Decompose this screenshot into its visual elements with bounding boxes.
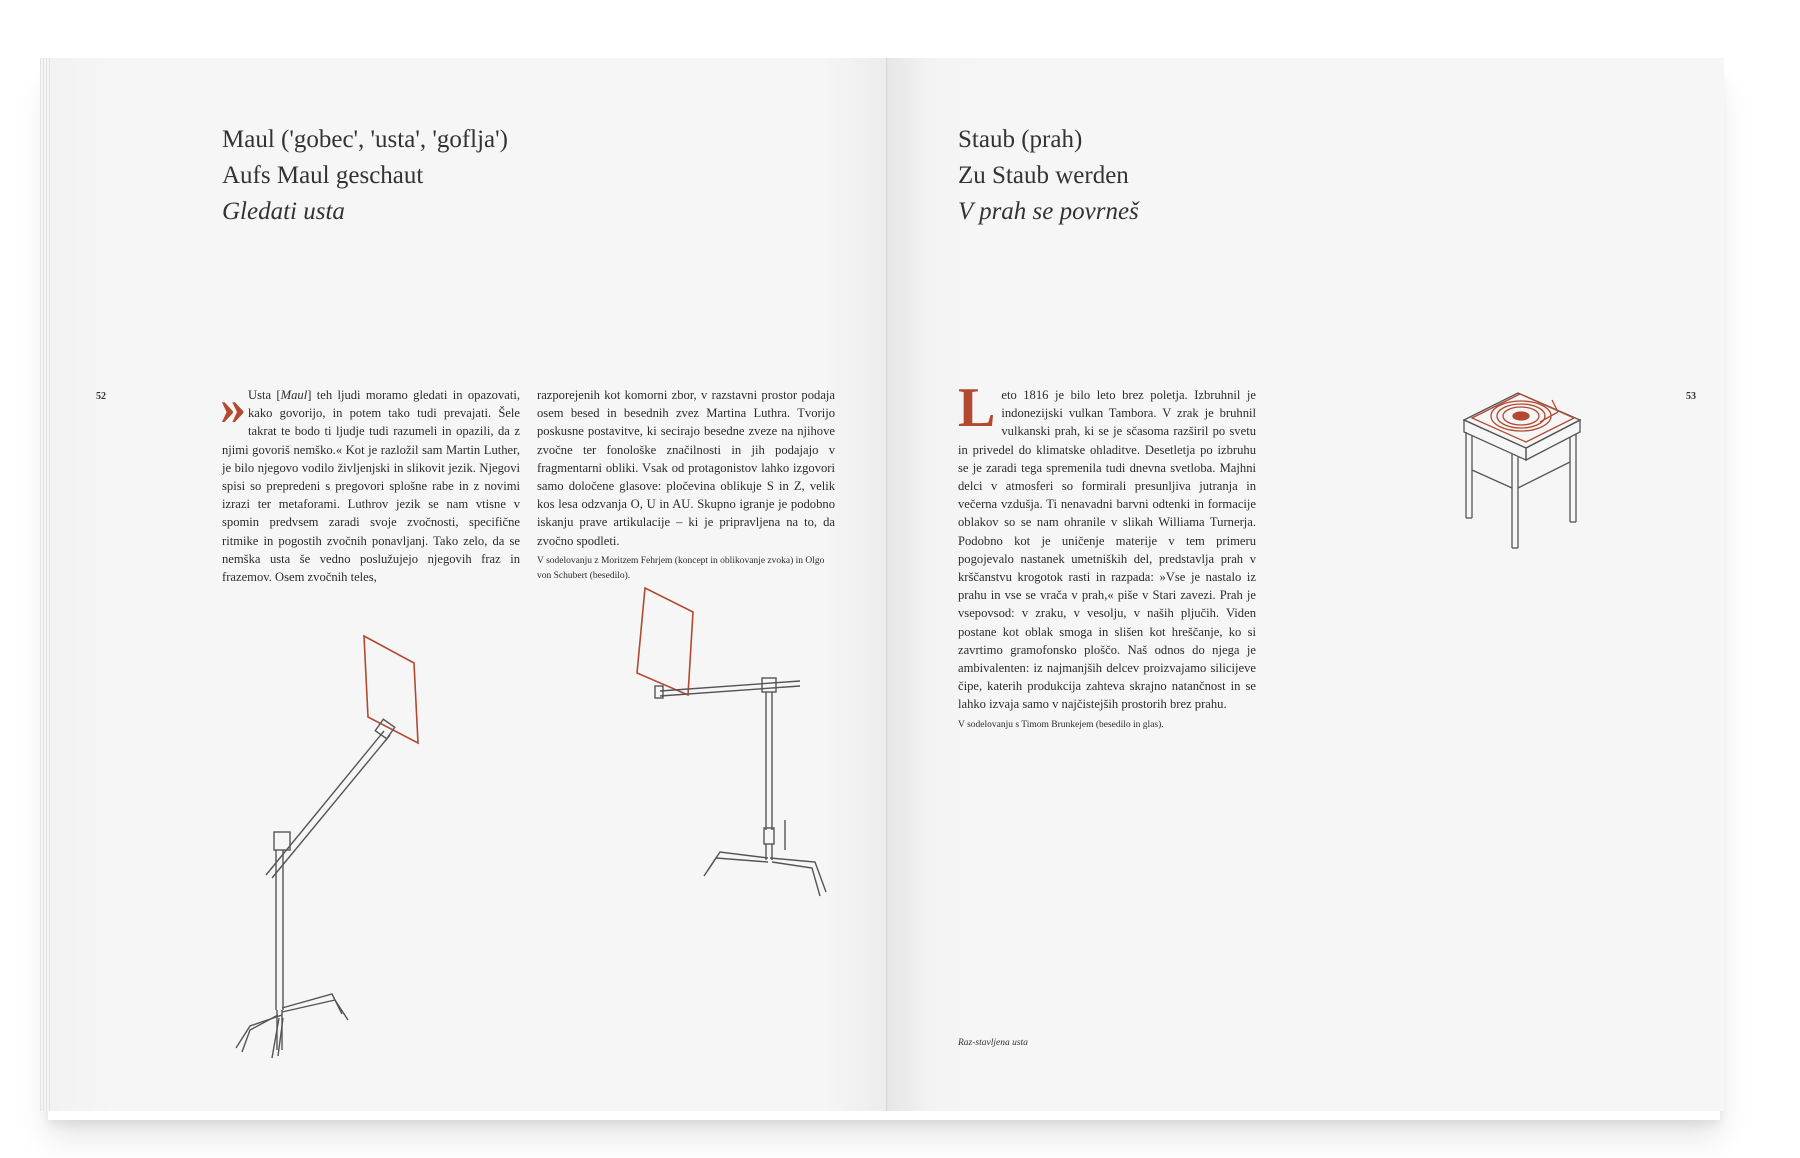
right-credit: V sodelovanju s Timom Brunkejem (besedilo in glas). [958,719,1164,730]
title-line-2: Zu Staub werden [958,162,1129,189]
title-line-2: Aufs Maul geschaut [222,162,424,189]
quote-mark: » [220,379,240,436]
title-line-1: Maul ('gobec', 'usta', 'goflja') [222,126,508,153]
title-line-3: V prah se povrneš [958,198,1139,225]
col1-text: ] teh ljudi moramo gledati in opazovati, kako govorijo, in potem tako tudi prevajati. Šele takrat te bodo ti ljudje tudi razumeli in opazili, da z njimi govoriš nemško.« Kot je razložil sam Martin Luther, je bilo njegovo vodilo življenjski in slikovit jezik. Njegovi spisi so prepredeni s pregovori splošne rabe in z novimi izrazi ter metaforami. Luthrov jezik se nam vtisne v spomin predvsem zaradi svoje zvočnosti, specifične ritmike in pogostih zvočnih ponavljanj. Tako zelo, da se nemška usta še vedno poslužujejo njegovih fraz in frazemov. Osem zvočnih teles, [222,388,520,585]
folio-right: 53 [1686,391,1696,402]
right-body-text: eto 1816 je bilo leto brez poletja. Izbruhnil je indonezijski vulkan Tambora. V zrak je bruhnil vulkanski prah, ki se je sčasoma razširil po svetu in privedel do klimatske ohladitve. Desetletja po izbruhu se je zaradi tega spremenila tudi dnevna svetloba. Majhni delci v atmosferi so formirali presunljiva jutranja in večerna vzdušja. Ti nenavadni barvni odtenki in formacije oblakov so se nam ohranile v slikah Williama Turnerja. Podobno kot je uničenje materije v tem primeru pogojevalo nastanek umetniških del, predstavlja prah v krščanstvu krogotok rasti in razpada: »Vse je nastalo iz prahu in vse se vrača v prah,« piše v Stari zavezi. Prah je vsepovsod: v zraku, v vesolju, v naših pljučih. Viden postane kot oblak smoga in slišen kot hreščanje, ko si zavrtimo gramofonsko ploščo. Naš odnos do njega je ambivalenten: iz najmanjših delcev proizvajamo silicijeve čipe, katerih produkcija zahteva skrajno natančnost in se lahko izvaja samo v najčistejših prostorih brez prahu. [958,388,1256,712]
title-line-3: Gledati usta [222,198,345,225]
drop-cap: L [958,377,996,439]
col1-intro: Usta [ [248,388,281,402]
col2-credit: V sodelovanju z Moritzem Fehrjem (koncept in oblikovanje zvoka) in Olgo von Schubert (besedilo). [537,555,825,581]
turntable-red [1472,394,1574,442]
col2-text: razporejenih kot komorni zbor, v razstavni prostor podaja osem besed in besednih zvez Martina Luthra. Tvorijo poskusne postavitve, ki secirajo besedne zveze na njihove zvočne ter fonološke značilnosti in jih podajajo v fragmentarni obliki. Vsak od protagonistov lahko izgovori samo določene glasove: pločevina oblikuje S in Z, velik kos lesa odzvanja O, U in AU. Skupno igranje je podobno iskanju prave artikulacije – ki je pripravljena na to, da zvočno spodleti. [537,388,835,548]
title-line-1: Staub (prah) [958,126,1083,153]
caption: Raz-stavljena usta [958,1038,1028,1048]
col1-maul: Maul [280,388,308,402]
folio-left: 52 [96,391,106,402]
